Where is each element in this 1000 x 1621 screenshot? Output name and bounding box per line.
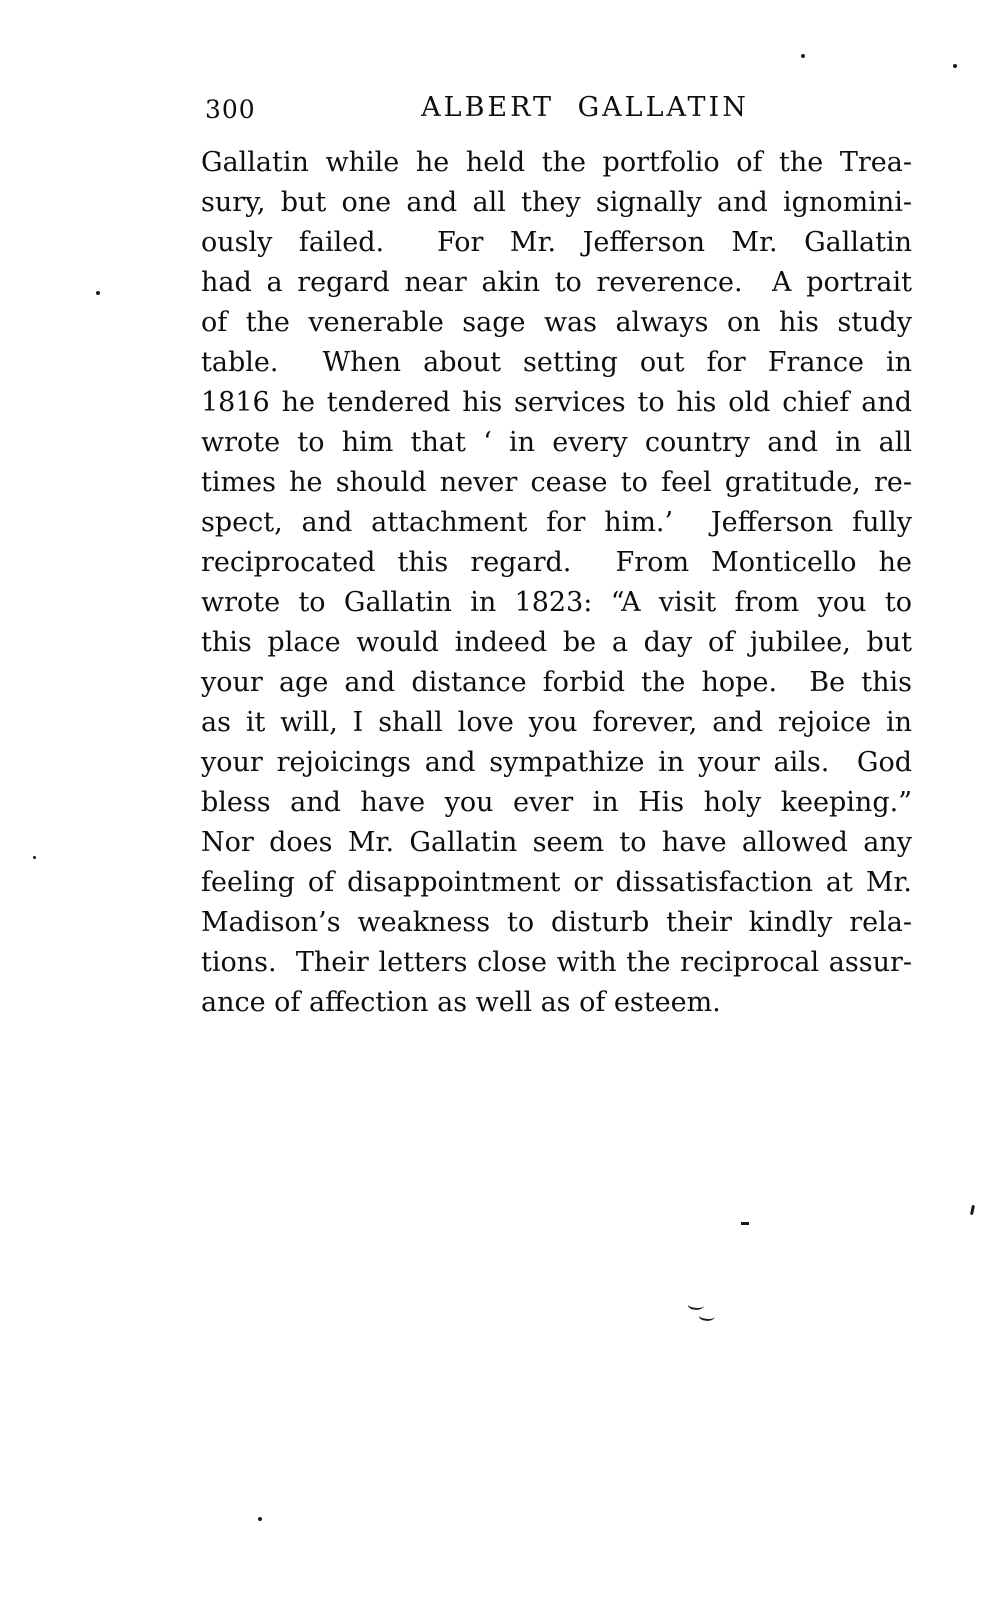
text-line: your rejoicings and sympathize in your ails. God — [201, 747, 912, 778]
scan-speck — [741, 1222, 749, 1225]
running-header-title: ALBERT GALLATIN — [421, 92, 749, 123]
text-line: times he should never cease to feel gratitude, re- — [201, 467, 912, 498]
text-line: wrote to him that ‘ in every country and in all — [201, 427, 912, 458]
text-line: had a regard near akin to reverence. A portrait — [201, 267, 912, 298]
text-line: ously failed. For Mr. Jefferson Mr. Gallatin — [201, 227, 912, 258]
page-number: 300 — [205, 95, 256, 124]
text-line: Gallatin while he held the portfolio of the Trea- — [201, 147, 912, 178]
scan-speck — [258, 1517, 262, 1521]
text-line: tions. Their letters close with the reciprocal assur- — [201, 947, 912, 978]
body-text-block — [201, 143, 912, 1023]
text-line: table. When about setting out for France in — [201, 347, 912, 378]
text-line: feeling of disappointment or dissatisfaction at Mr. — [201, 867, 912, 898]
text-line: wrote to Gallatin in 1823: “A visit from you to — [201, 587, 912, 618]
scan-speck — [953, 64, 957, 68]
text-line: Nor does Mr. Gallatin seem to have allowed any — [201, 827, 912, 858]
text-line: your age and distance forbid the hope. Be this — [201, 667, 912, 698]
text-line: ance of affection as well as of esteem. — [201, 987, 721, 1018]
scan-speck — [801, 54, 805, 58]
text-line: 1816 he tendered his services to his old chief and — [201, 387, 912, 418]
text-line: as it will, I shall love you forever, and rejoice in — [201, 707, 912, 738]
text-line: bless and have you ever in His holy keeping.” — [201, 787, 912, 818]
text-line: Madison’s weakness to disturb their kindly rela- — [201, 907, 912, 938]
text-line: of the venerable sage was always on his study — [201, 307, 912, 338]
scan-speck — [970, 1205, 975, 1215]
text-line: reciprocated this regard. From Monticello he — [201, 547, 912, 578]
text-line: sury, but one and all they signally and ignomini- — [201, 187, 912, 218]
scan-speck — [96, 291, 100, 295]
text-line: this place would indeed be a day of jubilee, but — [201, 627, 912, 658]
text-line: spect, and attachment for him.’ Jefferson fully — [201, 507, 912, 538]
scan-squiggle — [698, 1310, 715, 1323]
scan-speck — [33, 856, 36, 859]
